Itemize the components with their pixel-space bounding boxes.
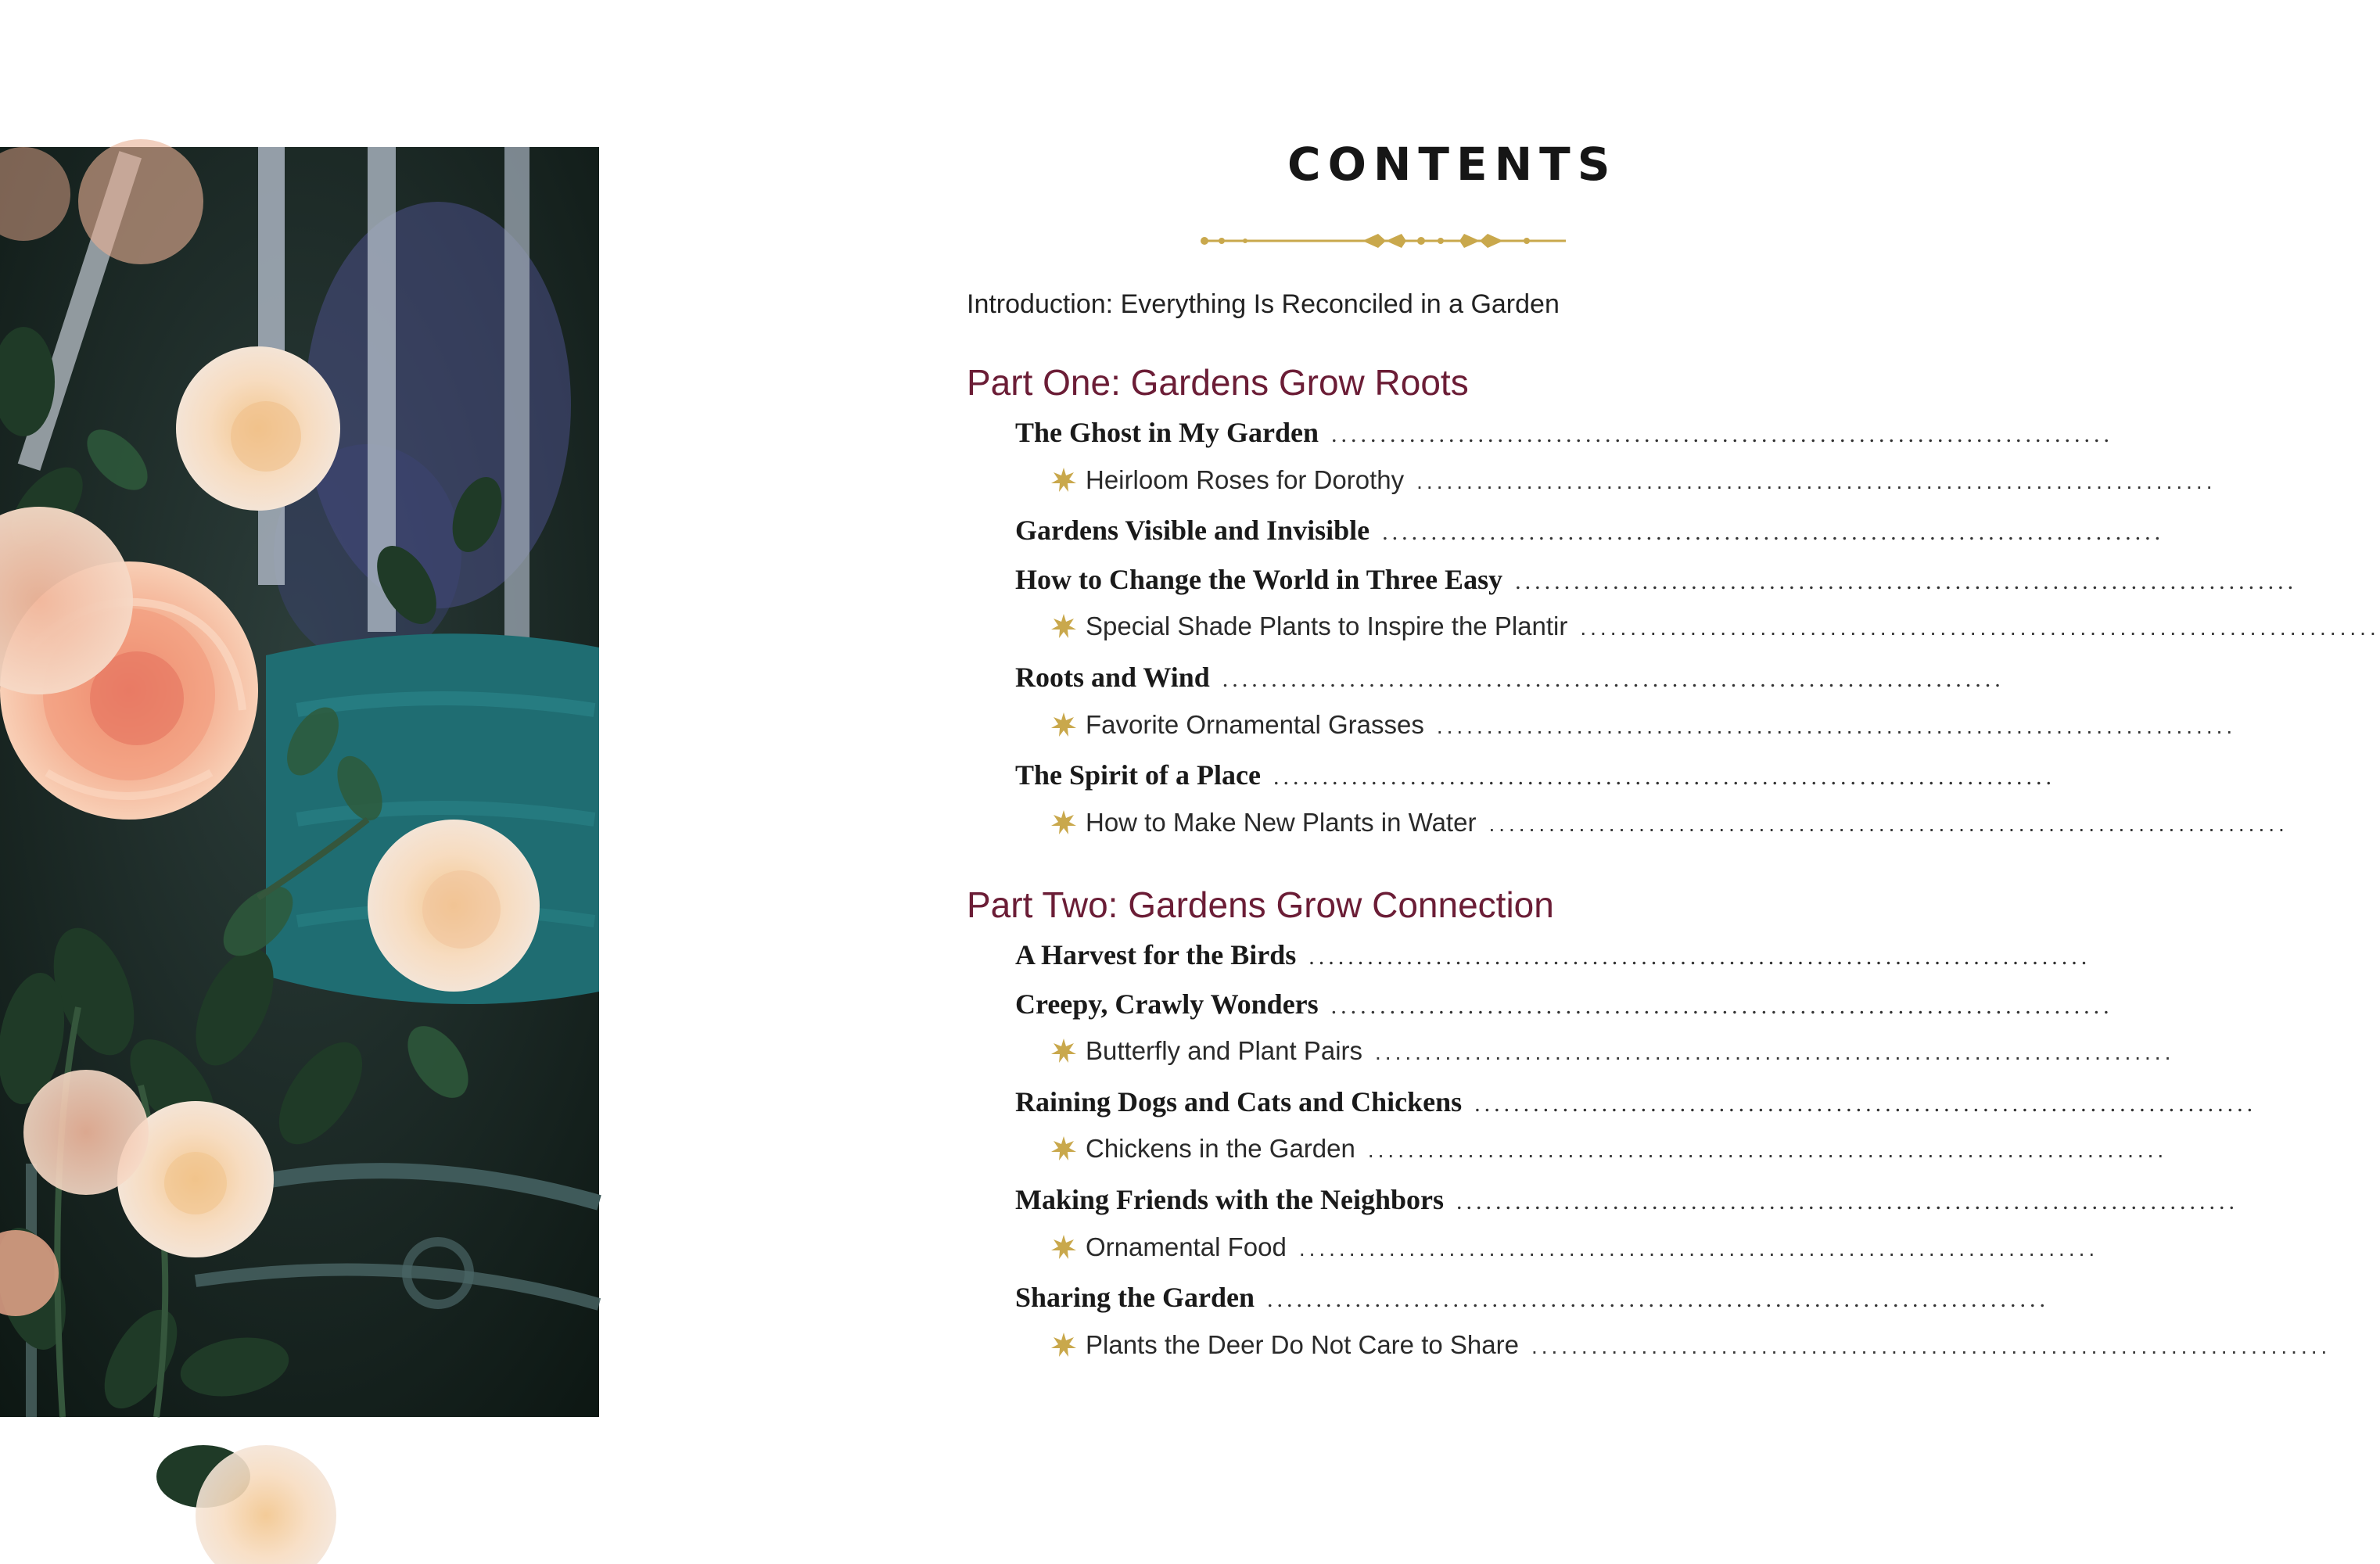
- toc-sidebar-entry[interactable]: [1050, 1036, 2175, 1066]
- toc-entry-label: Making Friends with the Neighbors: [1015, 1184, 1445, 1215]
- toc-chapter-entry[interactable]: [1015, 938, 2091, 971]
- dot-leader: ................................................................................: [1416, 469, 2217, 493]
- toc-entry-label: Creepy, Crawly Wonders: [1015, 988, 1319, 1020]
- dot-leader: ................................................................................: [1488, 812, 2288, 836]
- toc-entry-label: Butterfly and Plant Pairs: [1086, 1036, 1363, 1065]
- dot-leader: ................................................................................: [1531, 1334, 2332, 1358]
- toc-entry-label: Gardens Visible and Invisible: [1015, 515, 1370, 546]
- toc-chapter-entry[interactable]: [1015, 988, 2113, 1021]
- star-icon: [1050, 1037, 1078, 1065]
- divider-ornament: [1198, 231, 1566, 250]
- toc-entry-label: How to Change the World in Three Easy: [1015, 564, 1503, 595]
- toc-entry-label: Ornamental Food: [1086, 1232, 1287, 1261]
- toc-entry-label: Raining Dogs and Cats and Chickens: [1015, 1086, 1463, 1117]
- toc-chapter-entry[interactable]: [1015, 416, 2114, 449]
- dot-leader: ................................................................................: [1267, 1286, 2050, 1312]
- toc-entry-label: Sharing the Garden: [1015, 1282, 1255, 1313]
- toc-intro[interactable]: [967, 289, 1564, 320]
- dot-leader: ................................................................................: [1436, 714, 2237, 738]
- toc-entry-label: Roots and Wind: [1015, 662, 1210, 693]
- toc-entry-label: Heirloom Roses for Dorothy: [1086, 465, 1405, 494]
- star-icon: [1050, 612, 1078, 640]
- toc-chapter-entry[interactable]: [1015, 514, 2165, 547]
- toc-chapter-entry[interactable]: [1015, 1183, 2239, 1216]
- dot-leader: ................................................................................: [1375, 1040, 2175, 1064]
- toc-entry-label: How to Make New Plants in Water: [1086, 808, 1477, 837]
- star-icon: [1050, 1135, 1078, 1163]
- toc-sidebar-entry[interactable]: [1050, 1134, 2168, 1164]
- dot-leader: ................................................................................: [1456, 1189, 2239, 1214]
- toc-sidebar-entry[interactable]: [1050, 1232, 2099, 1262]
- contents-heading: CONTENTS: [1287, 138, 1617, 191]
- toc-chapter-entry[interactable]: [1015, 563, 2298, 596]
- star-icon: [1050, 711, 1078, 739]
- dot-leader: ................................................................................: [1474, 1091, 2257, 1117]
- dot-leader: ................................................................................: [1273, 764, 2055, 790]
- dot-leader: ................................................................................: [1330, 993, 2113, 1019]
- dot-leader: ................................................................................: [1298, 1236, 2099, 1261]
- star-icon: [1050, 1233, 1078, 1261]
- toc-entry-label: The Spirit of a Place: [1015, 759, 1261, 791]
- toc-sidebar-entry[interactable]: [1050, 1330, 2332, 1360]
- toc-entry-label: Chickens in the Garden: [1086, 1134, 1355, 1163]
- dot-leader: ................................................................................: [1367, 1138, 2168, 1162]
- toc-sidebar-entry[interactable]: [1050, 710, 2237, 740]
- toc-sidebar-entry[interactable]: [1050, 612, 2380, 641]
- toc-sidebar-entry[interactable]: [1050, 808, 2288, 838]
- star-icon: [1050, 466, 1078, 494]
- dot-leader: ................................................................................: [1515, 569, 2298, 594]
- toc-entry-label: Favorite Ornamental Grasses: [1086, 710, 1424, 739]
- part-heading: Part One: Gardens Grow Roots: [967, 362, 1469, 403]
- toc-chapter-entry[interactable]: [1015, 1281, 2050, 1314]
- part-heading: Part Two: Gardens Grow Connection: [967, 884, 1554, 925]
- star-icon: [1050, 809, 1078, 837]
- toc-sidebar-entry[interactable]: [1050, 465, 2217, 495]
- roses-photo: [0, 147, 599, 1417]
- star-icon: [1050, 1331, 1078, 1359]
- toc-entry-label: The Ghost in My Garden: [1015, 417, 1319, 448]
- dot-leader: ................................................................................: [1331, 421, 2114, 447]
- toc-entry-label: Plants the Deer Do Not Care to Share: [1086, 1330, 1519, 1359]
- toc-entry-label: A Harvest for the Birds: [1015, 939, 1297, 970]
- dot-leader: ................................................................................: [1222, 666, 2005, 692]
- dot-leader: ................................................................................: [1580, 615, 2380, 640]
- dot-leader: ................................................................................: [1382, 519, 2165, 545]
- toc-chapter-entry[interactable]: [1015, 1085, 2257, 1118]
- toc-intro-label: Introduction: Everything Is Reconciled in a Garden: [967, 289, 1560, 319]
- toc-chapter-entry[interactable]: [1015, 759, 2055, 791]
- dot-leader: ................................................................................: [1308, 944, 2091, 970]
- toc-chapter-entry[interactable]: [1015, 661, 2005, 694]
- toc-entry-label: Special Shade Plants to Inspire the Plantir: [1086, 612, 1568, 640]
